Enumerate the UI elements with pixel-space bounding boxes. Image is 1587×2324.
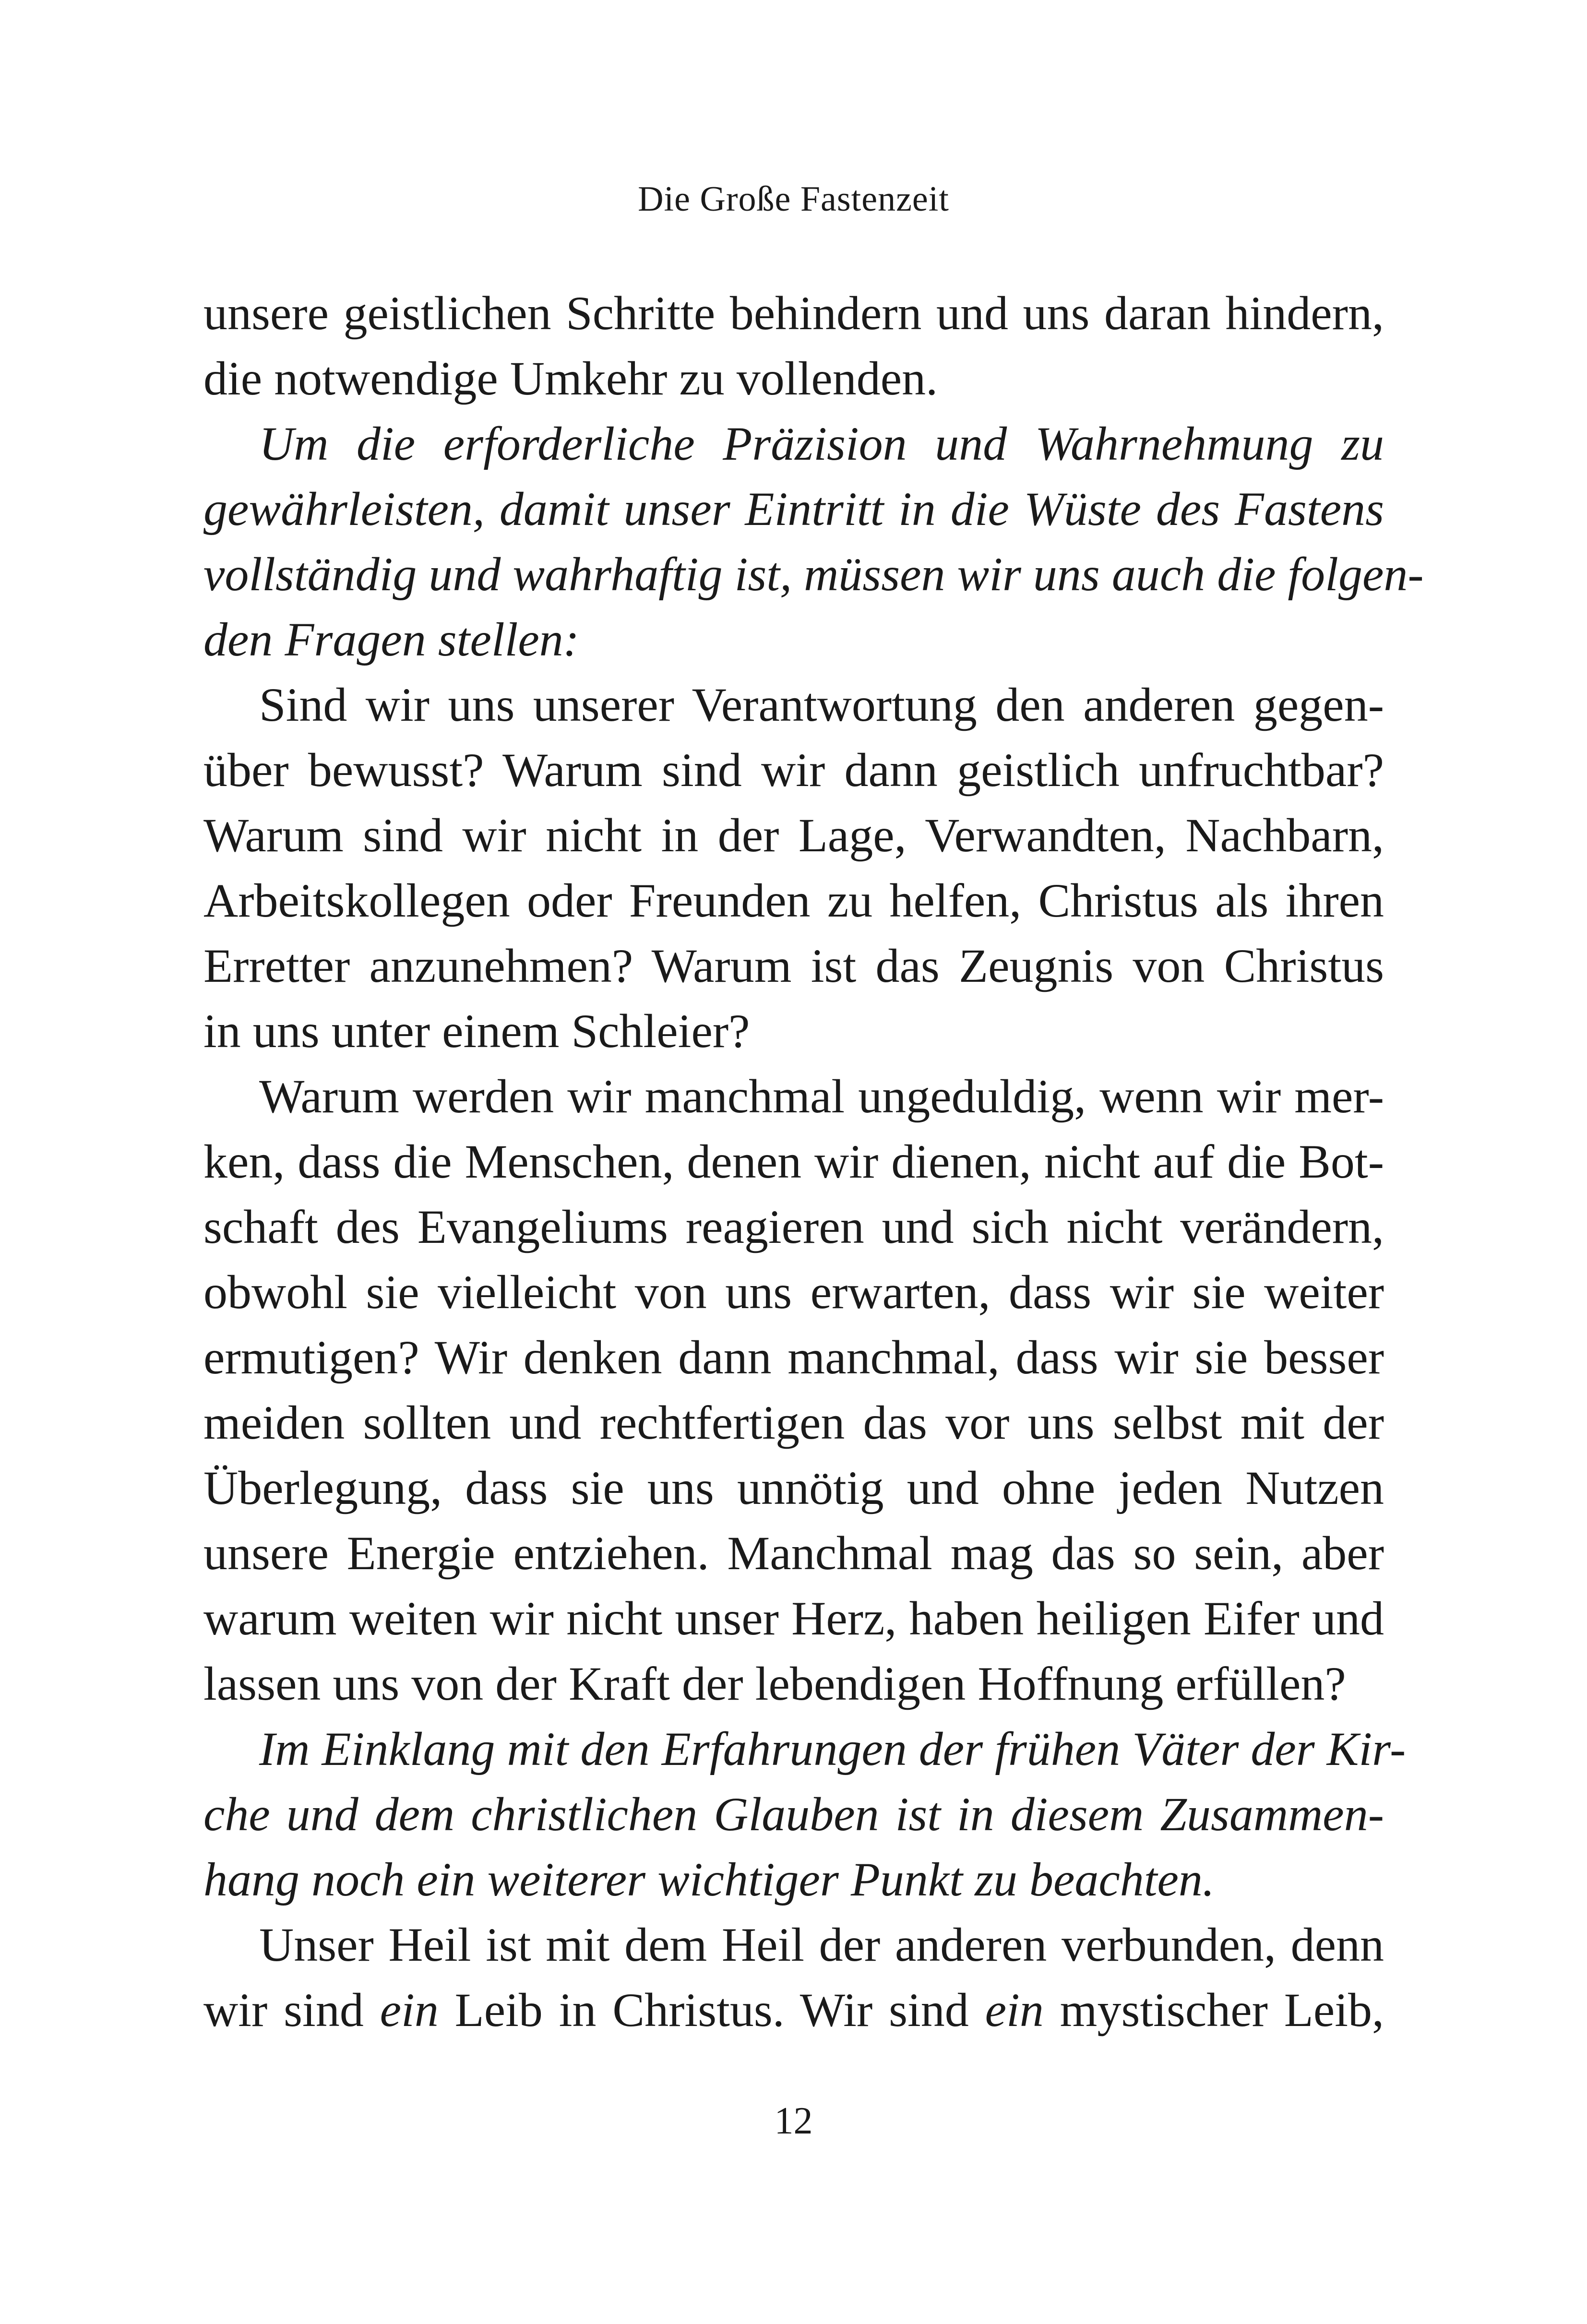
text-line: meiden sollten und rechtfertigen das vor uns selbst mit der [203,1396,1384,1449]
text-line: unsere Energie entziehen. Manchmal mag das so sein, aber [203,1526,1384,1580]
text-line: Warum sind wir nicht in der Lage, Verwandten, Nachbarn, [203,809,1384,862]
text-line: obwohl sie vielleicht von uns erwarten, dass wir sie weiter [203,1265,1384,1319]
running-header: Die Große Fastenzeit [638,179,949,219]
text-line: ermutigen? Wir denken dann manchmal, dass wir sie besser [203,1331,1384,1384]
italic-text-line: gewährleisten, damit unser Eintritt in die Wüste des Fastens [203,482,1384,536]
text-line: Arbeitskollegen oder Freunden zu helfen, Christus als ihren [203,874,1384,927]
text-line: Überlegung, dass sie uns unnötig und ohne jeden Nutzen [203,1461,1384,1514]
text-line: schaft des Evangeliums reagieren und sich nicht verändern, [203,1200,1384,1253]
emphasis-word: ein [985,1983,1044,2037]
text-line: warum weiten wir nicht unser Herz, haben heiligen Eifer und [203,1592,1384,1645]
text-line: lassen uns von der Kraft der lebendigen Hoffnung erfüllen? [203,1657,1346,1710]
text-line: über bewusst? Warum sind wir dann geistlich unfruchtbar? [203,743,1384,797]
text-fragment: Leib in Christus. Wir sind [438,1983,985,2037]
text-line: Warum werden wir manchmal ungeduldig, wenn wir mer- [259,1070,1384,1123]
italic-text-line: Um die erforderliche Präzision und Wahrnehmung zu [259,417,1384,470]
text-line: Erretter anzunehmen? Warum ist das Zeugnis von Christus [203,939,1384,992]
body-text [203,281,1424,2043]
page-number: 12 [774,2100,813,2142]
text-line: unsere geistlichen Schritte behindern und uns daran hindern, [203,286,1384,340]
text-line-mixed [203,1978,1384,2043]
emphasis-word: ein [380,1983,439,2037]
text-line: Sind wir uns unserer Verantwortung den anderen gegen- [259,678,1384,731]
italic-text-line: Im Einklang mit den Erfahrungen der frühen Väter der Kir- [259,1722,1406,1776]
italic-text-line: vollständig und wahrhaftig ist, müssen wir uns auch die folgen- [203,548,1424,601]
text-line: Unser Heil ist mit dem Heil der anderen verbunden, denn [259,1918,1384,1971]
text-line: in uns unter einem Schleier? [203,1004,750,1058]
text-line: ken, dass die Menschen, denen wir dienen, nicht auf die Bot- [203,1135,1384,1188]
italic-text-line: hang noch ein weiterer wichtiger Punkt zu beachten. [203,1853,1215,1906]
text-fragment: wir sind [203,1983,380,2037]
italic-text-line: den Fragen stellen: [203,613,580,666]
italic-text-line: che und dem christlichen Glauben ist in diesem Zusammen- [203,1788,1384,1841]
text-fragment: mystischer Leib, [1043,1983,1384,2037]
text-line: die notwendige Umkehr zu vollenden. [203,352,938,405]
